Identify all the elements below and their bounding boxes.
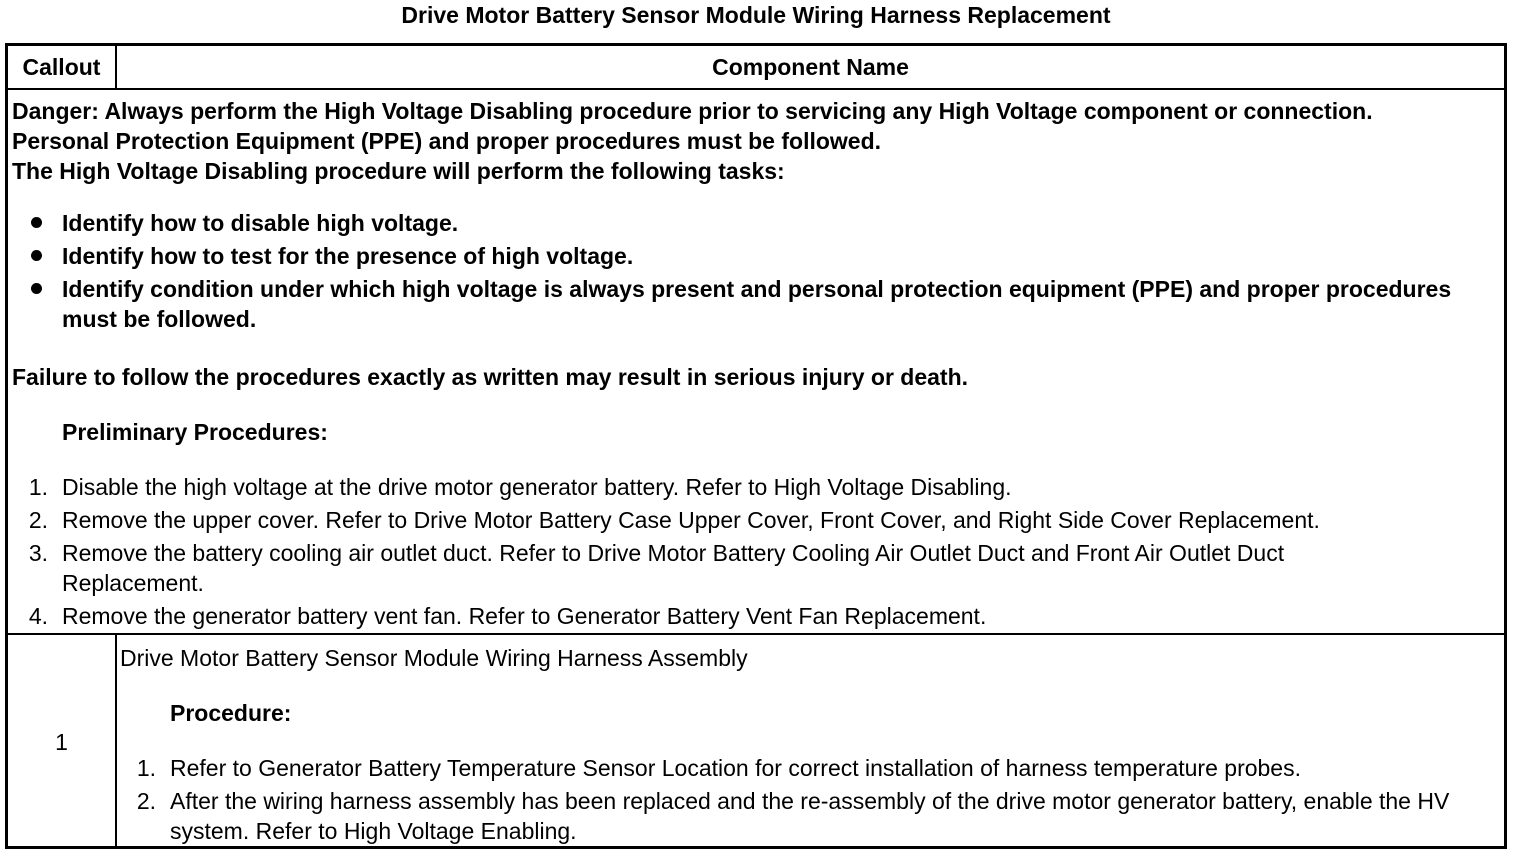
preliminary-heading: Preliminary Procedures: — [62, 419, 328, 445]
step-number: 3. — [28, 540, 48, 566]
procedure-step-2: After the wiring harness assembly has been replaced and the re-assembly of the drive motor generator battery, enable the HV system. Refer to High Voltage Enabling. — [170, 788, 1450, 844]
page-title: Drive Motor Battery Sensor Module Wiring Harness Replacement — [401, 2, 1111, 28]
header-component-name: Component Name — [712, 54, 909, 80]
header-rule — [8, 88, 1504, 90]
danger-warning: Failure to follow the procedures exactly as written may result in serious injury or death. — [12, 364, 969, 390]
danger-line-3: The High Voltage Disabling procedure will perform the following tasks: — [12, 158, 785, 184]
step-number: 1. — [136, 755, 156, 781]
preliminary-step-3: Remove the battery cooling air outlet duct. Refer to Drive Motor Battery Cooling Air Outlet Duct and Front Air Outlet Duct Replacement. — [62, 540, 1285, 596]
procedure-table — [5, 43, 1507, 849]
row-rule — [8, 633, 1504, 635]
step-number: 1. — [28, 474, 48, 500]
preliminary-step-1: Disable the high voltage at the drive motor generator battery. Refer to High Voltage Disabling. — [62, 474, 1012, 500]
step-number: 2. — [28, 507, 48, 533]
danger-bullet-3: Identify condition under which high voltage is always present and personal protection equipment (PPE) and proper procedures must be followed. — [62, 276, 1452, 332]
callout-number: 1 — [55, 729, 68, 755]
preliminary-step-4: Remove the generator battery vent fan. Refer to Generator Battery Vent Fan Replacement. — [62, 603, 987, 629]
danger-bullet-2: Identify how to test for the presence of high voltage. — [62, 243, 634, 269]
step-number: 4. — [28, 603, 48, 629]
bullet-icon — [31, 217, 42, 228]
procedure-step-1: Refer to Generator Battery Temperature Sensor Location for correct installation of harness temperature probes. — [170, 755, 1301, 781]
header-divider — [115, 46, 117, 88]
preliminary-step-2: Remove the upper cover. Refer to Drive Motor Battery Case Upper Cover, Front Cover, and Right Side Cover Replacement. — [62, 507, 1320, 533]
danger-line-1: Danger: Always perform the High Voltage Disabling procedure prior to servicing any High Voltage component or connection. — [12, 98, 1373, 124]
bullet-icon — [31, 283, 42, 294]
component-name: Drive Motor Battery Sensor Module Wiring Harness Assembly — [120, 645, 748, 671]
danger-bullet-1: Identify how to disable high voltage. — [62, 210, 459, 236]
procedure-heading: Procedure: — [170, 700, 292, 726]
step-number: 2. — [136, 788, 156, 814]
danger-line-2: Personal Protection Equipment (PPE) and proper procedures must be followed. — [12, 128, 882, 154]
bullet-icon — [31, 250, 42, 261]
header-callout: Callout — [22, 54, 101, 80]
